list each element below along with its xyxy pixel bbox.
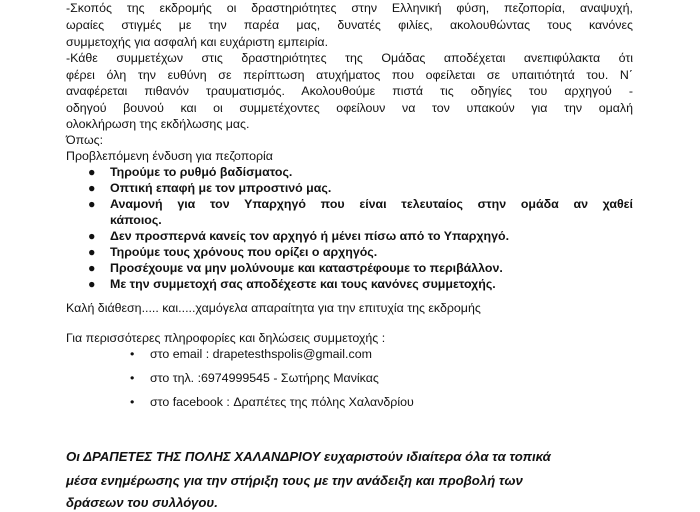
contact-item [130, 346, 372, 362]
bullet-icon: ● [88, 245, 96, 259]
thanks-line: μέσα ενημέρωσης για την στήριξη τους με την ανάδειξη και προβολή των [66, 473, 523, 488]
rule-item [88, 196, 633, 212]
rule-text: Δεν προσπερνά κανείς τον αρχηγό ή μένει πίσω από το Υπαρχηγό. [110, 229, 510, 243]
intro-line: οδηγού βουνού και οι συμμετέχοντες οφείλουν να τον υπακούν για την ομαλή [66, 101, 633, 115]
bullet-icon: ● [88, 277, 96, 291]
thanks-line: Οι ΔΡΑΠΕΤΕΣ ΤΗΣ ΠΟΛΗΣ ΧΑΛΑΝΔΡΙΟΥ ευχαριστούν ιδιαίτερα όλα τα τοπικά [66, 449, 551, 464]
contact-item [130, 394, 414, 410]
rule-item [88, 212, 162, 228]
rule-item [88, 228, 509, 244]
intro-line: Όπως: [66, 133, 104, 147]
bullet-icon: ● [88, 197, 96, 211]
contact-phone: στο τηλ. :6974999545 - Σωτήρης Μανίκας [150, 371, 379, 385]
intro-line: ολοκλήρωση της εκδήλωσης μας. [66, 117, 250, 131]
rule-text: Αναμονή για τον Υπαρχηγό που είναι τελευταίος στην ομάδα αν χαθεί [110, 197, 633, 211]
bullet-icon: • [130, 347, 135, 361]
rule-item [88, 180, 331, 196]
intro-line: -Κάθε συμμετέχων στις δραστηριότητες της Ομάδας αποδέχεται ανεπιφύλακτα ότι [66, 51, 633, 65]
rule-text: Οπτική επαφή με τον μπροστινό μας. [110, 181, 332, 195]
intro-line: φέρει όλη την ευθύνη σε περίπτωση ατυχήματος που οφείλεται σε υπαιτιότητά του. Ν΄ [66, 68, 633, 82]
bullet-icon: • [130, 395, 135, 409]
rule-item [88, 276, 496, 292]
contact-item [130, 370, 379, 386]
bullet-icon: ● [88, 261, 96, 275]
contact-email: στο email : drapetesthspolis@gmail.com [150, 347, 372, 361]
bullet-icon: ● [88, 165, 96, 179]
thanks-line: δράσεων του συλλόγου. [66, 495, 218, 510]
rule-text: Προσέχουμε να μην μολύνουμε και καταστρέφουμε το περιβάλλον. [110, 261, 503, 275]
intro-line: -Σκοπός της εκδρομής οι δραστηριότητες στην Ελληνική φύση, πεζοπορία, αναψυχή, [66, 1, 633, 15]
rule-text: Με την συμμετοχή σας αποδέχεστε και τους κανόνες συμμετοχής. [110, 277, 496, 291]
intro-line: αναφέρεται πιθανόν τραυματισμός. Ακολουθούμε πιστά τις οδηγίες του αρχηγού - [66, 84, 633, 98]
intro-line: ωραίες στιγμές με την παρέα μας, δυνατές φιλίες, ακολουθώντας τους κανόνες [66, 18, 633, 32]
rule-item [88, 244, 377, 260]
rule-text: κάποιος. [110, 213, 162, 227]
rule-text: Τηρούμε το ρυθμό βαδίσματος. [110, 165, 293, 179]
rule-text: Τηρούμε τους χρόνους που ορίζει ο αρχηγός. [110, 245, 378, 259]
mood-line: Καλή διάθεση..... και.....χαμόγελα απαραίτητα για την επιτυχία της εκδρομής [66, 301, 481, 315]
rule-item [88, 164, 292, 180]
bullet-icon: • [130, 371, 135, 385]
rule-item [88, 260, 503, 276]
contact-facebook: στο facebook : Δραπέτες της πόλης Χαλανδρίου [150, 395, 414, 409]
bullet-icon: ● [88, 181, 96, 195]
info-heading: Για περισσότερες πληροφορίες και δηλώσεις συμμετοχής : [66, 331, 386, 345]
intro-line: συμμετοχής για ασφαλή και ευχάριστη εμπειρία. [66, 35, 329, 49]
bullet-icon: ● [88, 229, 96, 243]
intro-line: Προβλεπόμενη ένδυση για πεζοπορία [66, 149, 273, 163]
